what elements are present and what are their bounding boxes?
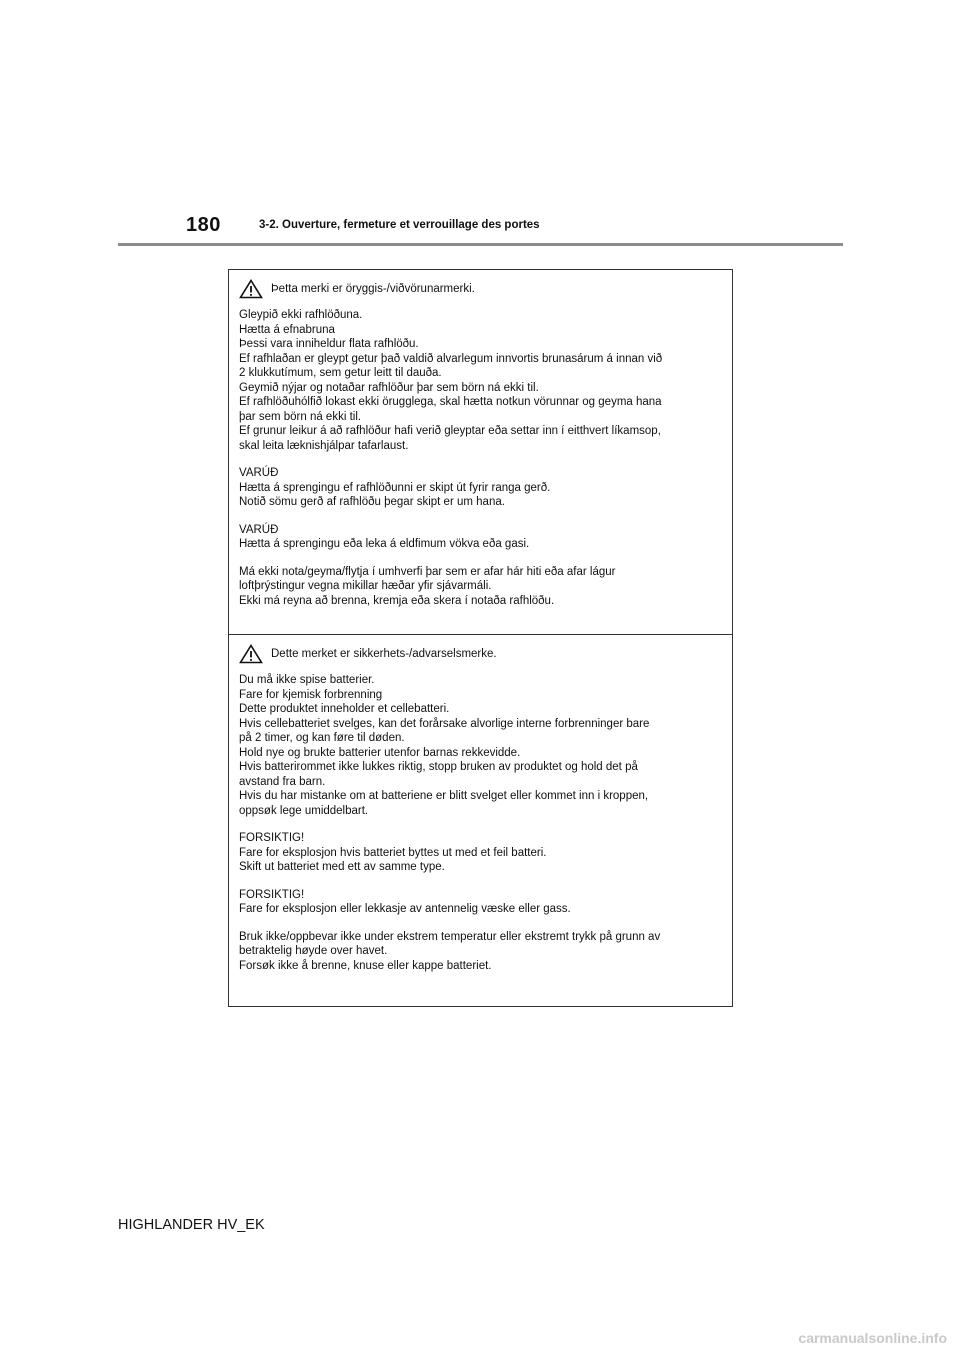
paragraph	[239, 565, 722, 609]
text-line: Ef grunur leikur á að rafhlöður hafi verið gleyptar eða settar inn í eitthvert líkamsop,	[239, 425, 661, 437]
text-line: VARÚÐ	[239, 523, 279, 536]
text-line: Ef rafhlöðuhólfið lokast ekki örugglega, skal hætta notkun vörunnar og geyma hana	[239, 396, 662, 408]
norwegian-panel	[229, 635, 732, 1007]
page-number: 180	[186, 214, 221, 236]
text-line: Notið sömu gerð af rafhlöðu þegar skipt er um hana.	[239, 496, 505, 508]
text-line: skal leita læknishjálpar tafarlaust.	[239, 439, 409, 452]
norwegian-heading	[239, 643, 722, 665]
icelandic-panel	[229, 270, 732, 634]
text-line: på 2 timer, og kan føre til døden.	[239, 732, 405, 744]
paragraph	[239, 930, 722, 974]
text-line: FORSIKTIG!	[239, 832, 305, 844]
text-line: Fare for kjemisk forbrenning	[239, 688, 383, 701]
text-line: Hætta á sprengingu ef rafhlöðunni er skipt út fyrir ranga gerð.	[239, 481, 551, 494]
text-line: Þessi vara inniheldur flata rafhlöðu.	[239, 338, 419, 350]
footer-model: HIGHLANDER HV_EK	[118, 1217, 265, 1233]
paragraph	[239, 888, 722, 917]
text-line: Gleypið ekki rafhlöðuna.	[239, 309, 363, 321]
text-line: Fare for eksplosjon hvis batteriet byttes ut med et feil batteri.	[239, 846, 547, 859]
paragraph	[239, 466, 722, 510]
icelandic-body	[239, 308, 722, 608]
section-title: 3-2. Ouverture, fermeture et verrouillage des portes	[259, 219, 540, 231]
text-line: Forsøk ikke å brenne, knuse eller kappe batteriet.	[239, 959, 492, 972]
icelandic-heading	[239, 278, 722, 300]
text-line: Du må ikke spise batterier.	[239, 674, 375, 686]
text-line: Hold nye og brukte batterier utenfor barnas rekkevidde.	[239, 746, 521, 759]
text-line: Geymið nýjar og notaðar rafhlöður þar sem börn ná ekki til.	[239, 381, 539, 394]
norwegian-body	[239, 673, 722, 973]
warning-label-box	[228, 269, 733, 1007]
warning-triangle-icon	[239, 644, 263, 664]
text-line: Ekki má reyna að brenna, kremja eða skera í notaða rafhlöðu.	[239, 594, 555, 607]
text-line: þar sem börn ná ekki til.	[239, 410, 362, 423]
watermark: carmanualsonline.info	[798, 1330, 947, 1346]
paragraph	[239, 308, 722, 453]
text-line: Hvis du har mistanke om at batteriene er blitt svelget eller kommet inn i kroppen,	[239, 790, 649, 802]
text-line: betraktelig høyde over havet.	[239, 945, 388, 957]
text-line: Dette produktet inneholder et cellebatteri.	[239, 703, 450, 715]
paragraph	[239, 523, 722, 552]
text-line: oppsøk lege umiddelbart.	[239, 804, 369, 817]
text-line: FORSIKTIG!	[239, 888, 305, 901]
text-line: Má ekki nota/geyma/flytja í umhverfi þar sem er afar hár hiti eða afar lágur	[239, 565, 616, 578]
text-line: 2 klukkutímum, sem getur leitt til dauða.	[239, 367, 442, 379]
text-line: loftþrýstingur vegna mikillar hæðar yfir sjávarmáli.	[239, 580, 492, 592]
text-line: Skift ut batteriet med ett av samme type.	[239, 861, 445, 873]
icelandic-heading-text: Þetta merki er öryggis-/viðvörunarmerki.	[271, 283, 475, 295]
text-line: Fare for eksplosjon eller lekkasje av antennelig væske eller gass.	[239, 903, 571, 915]
text-line: VARÚÐ	[239, 467, 279, 479]
text-line: Hætta á efnabruna	[239, 323, 335, 336]
text-line: Hvis batterirommet ikke lukkes riktig, stopp bruken av produktet og hold det på	[239, 761, 638, 773]
text-line: Hætta á sprengingu eða leka á eldfimum vökva eða gasi.	[239, 538, 530, 550]
text-line: Hvis cellebatteriet svelges, kan det forårsake alvorlige interne forbrenninger bare	[239, 717, 650, 730]
text-line: avstand fra barn.	[239, 775, 326, 788]
paragraph	[239, 831, 722, 875]
paragraph	[239, 673, 722, 818]
norwegian-heading-text: Dette merket er sikkerhets-/advarselsmerke.	[271, 648, 497, 660]
text-line: Ef rafhlaðan er gleypt getur það valdið alvarlegum innvortis brunasárum á innan við	[239, 352, 663, 365]
header-rule	[118, 243, 843, 246]
warning-triangle-icon	[239, 279, 263, 299]
text-line: Bruk ikke/oppbevar ikke under ekstrem temperatur eller ekstremt trykk på grunn av	[239, 930, 661, 943]
